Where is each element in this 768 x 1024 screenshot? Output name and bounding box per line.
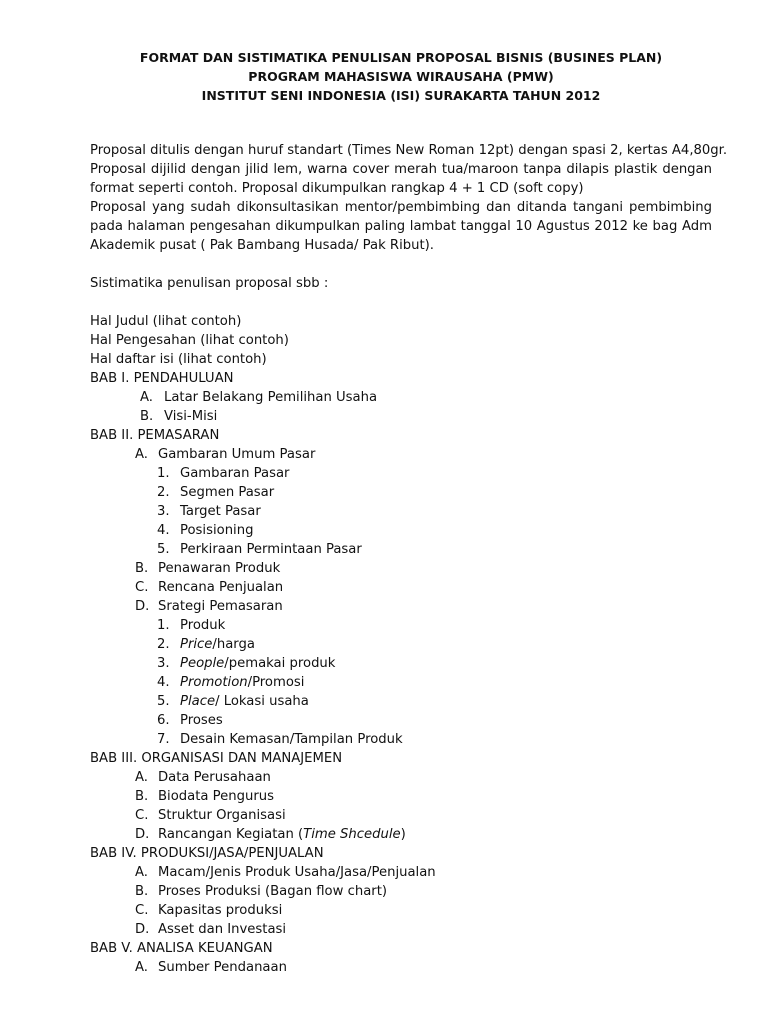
list-item: D. Asset dan Investasi <box>135 922 287 937</box>
sub-list-item: 2. Price/harga <box>157 637 255 652</box>
sub-list-item: 1. Gambaran Pasar <box>157 466 290 481</box>
intro-section <box>90 141 728 293</box>
list-item: B. Visi-Misi <box>140 409 218 424</box>
list-item: A. Data Perusahaan <box>135 770 271 785</box>
sub-list-item: 4. Posisioning <box>157 523 254 538</box>
sub-list-item: 7. Desain Kemasan/Tampilan Produk <box>157 732 403 747</box>
outline <box>90 312 712 977</box>
list-item: B. Penawaran Produk <box>135 561 281 576</box>
chapter-heading: BAB III. ORGANISASI DAN MANAJEMEN <box>90 751 343 766</box>
list-item: C. Rencana Penjualan <box>135 580 284 595</box>
title-line-2: PROGRAM MAHASISWA WIRAUSAHA (PMW) <box>248 69 554 84</box>
list-item: A. Latar Belakang Pemilihan Usaha <box>140 390 378 405</box>
list-item: A. Macam/Jenis Produk Usaha/Jasa/Penjualan <box>135 865 436 880</box>
sub-list-item: 2. Segmen Pasar <box>157 485 275 500</box>
sub-list-item: 4. Promotion/Promosi <box>157 675 305 690</box>
list-item: A. Gambaran Umum Pasar <box>135 447 316 462</box>
list-item: C. Kapasitas produksi <box>135 903 283 918</box>
title-line-3: INSTITUT SENI INDONESIA (ISI) SURAKARTA TAHUN 2012 <box>201 88 601 103</box>
chapter-heading: BAB II. PEMASARAN <box>90 428 220 443</box>
front-daftar-isi: Hal daftar isi (lihat contoh) <box>90 352 267 367</box>
chapter-heading: BAB V. ANALISA KEUANGAN <box>90 941 273 956</box>
list-item: D. Rancangan Kegiatan (Time Shcedule) <box>135 827 406 842</box>
intro-paragraph-2: Proposal dijilid dengan jilid lem, warna cover merah tua/maroon tanpa dilapis plastik dengan format seperti contoh. Proposal dikumpulkan rangkap 4 + 1 CD (soft copy) <box>90 162 712 196</box>
systematics-heading: Sistimatika penulisan proposal sbb : <box>90 276 329 291</box>
sub-list-item: 5. Perkiraan Permintaan Pasar <box>157 542 362 557</box>
list-item: B. Biodata Pengurus <box>135 789 275 804</box>
intro-line-1: Proposal ditulis dengan huruf standart (Times New Roman 12pt) dengan spasi 2, kertas A4,80gr. <box>90 143 728 158</box>
sub-list-item: 3. Target Pasar <box>157 504 261 519</box>
list-item: B. Proses Produksi (Bagan flow chart) <box>135 884 388 899</box>
list-item: A. Sumber Pendanaan <box>135 960 287 975</box>
intro-paragraph-3: Proposal yang sudah dikonsultasikan mentor/pembimbing dan ditanda tangani pembimbing pada halaman pengesahan dikumpulkan paling lambat tanggal 10 Agustus 2012 ke bag Adm Akademik pusat ( Pak Bambang Husada/ Pak Ribut). <box>90 200 712 253</box>
chapter-heading: BAB IV. PRODUKSI/JASA/PENJUALAN <box>90 846 324 861</box>
sub-list-item: 6. Proses <box>157 713 223 728</box>
document-title <box>90 48 712 105</box>
list-item: C. Struktur Organisasi <box>135 808 286 823</box>
list-item: D. Srategi Pemasaran <box>135 599 283 614</box>
title-line-1: FORMAT DAN SISTIMATIKA PENULISAN PROPOSAL BISNIS (BUSINES PLAN) <box>139 50 663 65</box>
chapter-heading: BAB I. PENDAHULUAN <box>90 371 234 386</box>
sub-list-item: 1. Produk <box>157 618 226 633</box>
front-pengesahan: Hal Pengesahan (lihat contoh) <box>90 333 289 348</box>
sub-list-item: 3. People/pemakai produk <box>157 656 336 671</box>
front-judul: Hal Judul (lihat contoh) <box>90 314 242 329</box>
sub-list-item: 5. Place/ Lokasi usaha <box>157 694 309 709</box>
